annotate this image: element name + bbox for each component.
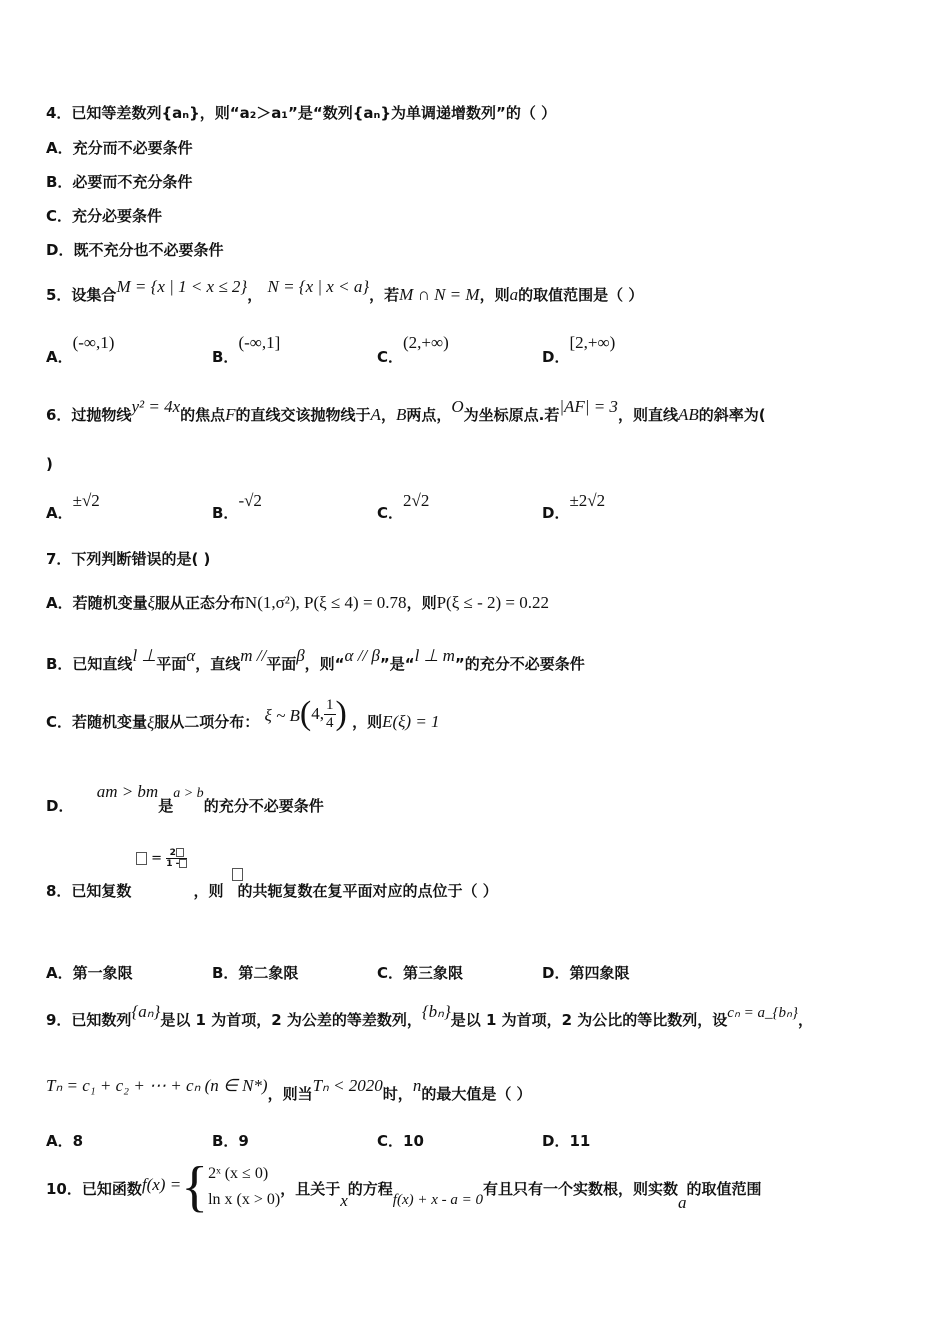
q5-set-m: M = {x | 1 < x ≤ 2} <box>116 277 248 296</box>
q9-option-d: D．11 <box>542 1132 591 1150</box>
q8-formula: = $\frac{2}{1 -}$ <box>136 848 187 869</box>
q6-option-c: C．2√2 <box>377 491 430 522</box>
q6-option-b: B．-√2 <box>212 491 262 522</box>
q9-option-b: B．9 <box>212 1132 249 1150</box>
q4-option-d: D．既不充分也不必要条件 <box>46 241 224 259</box>
q5-var: a <box>509 285 519 304</box>
q6-option-a: A．±√2 <box>46 491 100 522</box>
q7-option-c: C．若随机变量ξ服从二项分布： ξ ~ B(4, $\frac{1}{4}$ ) ，则E(ξ) = 1 <box>46 695 440 733</box>
q5-mid: ，若 <box>369 286 400 304</box>
q7-stem: 7．下列判断错误的是( ) <box>46 550 211 568</box>
q6-option-d: D．±2√2 <box>542 491 606 522</box>
q6-af: |AF| = 3 <box>559 397 618 416</box>
q5-cond: M ∩ N = M <box>399 285 480 304</box>
q7-option-a: A．若随机变量ξ服从正态分布N(1,σ²), P(ξ ≤ 4) = 0.78，则P(ξ ≤ - 2) = 0.22 <box>46 593 550 612</box>
q9-stem-2: Tₙ = c₁ + c₂ + ⋯ + cₙ (n ∈ N*)，则当Tₙ < 2020时，n的最大值是（ ） <box>46 1076 532 1103</box>
q8-option-c: C．第三象限 <box>377 964 464 982</box>
q5-suffix: 的取值范围是（ ） <box>518 286 644 304</box>
q6-stem: 6．过抛物线y² = 4x的焦点F的直线交该抛物线于A，B两点，O为坐标原点.若|AF| = 3，则直线AB的斜率为( <box>46 397 766 424</box>
q4-stem: 4．已知等差数列{aₙ}，则“a₂＞a₁”是“数列{aₙ}为单调递增数列”的（ ） <box>46 104 557 122</box>
q10-piece-2: ln x (x > 0) <box>208 1191 281 1208</box>
q9-option-a: A．8 <box>46 1132 84 1150</box>
q6-close: ) <box>46 455 53 473</box>
q6-curve: y² = 4x <box>131 397 181 416</box>
q5-option-d: D．[2,+∞) <box>542 333 616 366</box>
q4-option-c: C．充分必要条件 <box>46 207 163 225</box>
q8-option-d: D．第四象限 <box>542 964 630 982</box>
q5-option-a: A．(-∞,1) <box>46 333 115 366</box>
q5-stem <box>46 277 910 305</box>
q9-stem: 9．已知数列{aₙ}是以 1 为首项，2 为公差的等差数列，{bₙ}是以 1 为首项，2 为公比的等比数列，设cₙ = a_{bₙ}， <box>46 1002 814 1029</box>
q5-mid2: ，则 <box>479 286 510 304</box>
q5-option-b: B．(-∞,1] <box>212 333 281 366</box>
q8-option-a: A．第一象限 <box>46 964 133 982</box>
q5-set-n: N = {x | x < a} <box>267 277 370 296</box>
q4-option-a: A．充分而不必要条件 <box>46 139 193 157</box>
q10-stem: 10．已知函数f(x) ={ 2ˣ (x ≤ 0) ln x (x > 0) ，且关于x的方程f(x) + x - a = 0有且只有一个实数根，则实数a的取值范围 <box>46 1156 762 1218</box>
q9-option-c: C．10 <box>377 1132 424 1150</box>
q7-a-res: P(ξ ≤ - 2) = 0.22 <box>436 593 550 612</box>
q7-option-b: B．已知直线l ⊥平面α，直线m //平面β，则“α // β”是“l ⊥ m”的充分不必要条件 <box>46 646 585 673</box>
q7-a-dist: N(1,σ²), P(ξ ≤ 4) = 0.78 <box>244 593 407 612</box>
q8-stem: 8．已知复数 ，则 的共轭复数在复平面对应的点位于（ ） <box>46 882 498 900</box>
q7-option-d: D． am > bm是a > b的充分不必要条件 <box>46 782 324 815</box>
z-placeholder-icon <box>136 852 147 865</box>
q8-option-b: B．第二象限 <box>212 964 299 982</box>
q5-comma: ， <box>247 286 263 304</box>
q10-piece-1: 2ˣ (x ≤ 0) <box>208 1165 269 1182</box>
q5-option-c: C．(2,+∞) <box>377 333 449 366</box>
q5-prefix: 5．设集合 <box>46 286 117 304</box>
q4-option-b: B．必要而不充分条件 <box>46 173 193 191</box>
